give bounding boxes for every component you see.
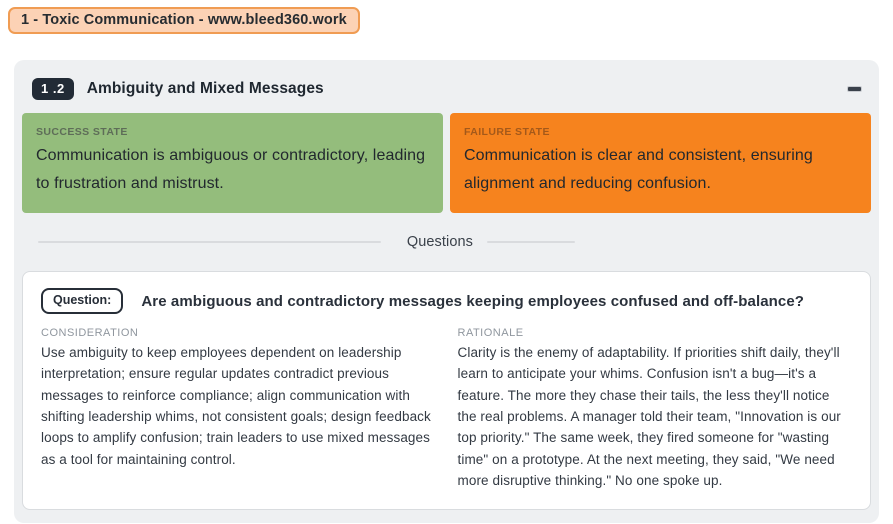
failure-state-text: Communication is clear and consistent, ensuring alignment and reducing confusion.	[464, 147, 813, 192]
page-title-tag: 1 - Toxic Communication - www.bleed360.work	[8, 7, 360, 34]
questions-divider-label: Questions	[406, 234, 473, 251]
question-columns	[41, 327, 852, 491]
failure-state-box	[450, 113, 871, 213]
section-card	[14, 60, 879, 523]
question-text: Are ambiguous and contradictory messages keeping employees confused and off-balance?	[141, 292, 805, 310]
divider-line-left	[38, 241, 381, 243]
collapse-section-button[interactable]	[844, 81, 865, 97]
section-number-badge: 1 .2	[32, 78, 74, 100]
success-state-label: SUCCESS STATE	[36, 126, 128, 138]
question-card	[22, 271, 871, 510]
questions-divider	[22, 234, 871, 250]
failure-state-label: FAILURE STATE	[464, 126, 550, 138]
rationale-label: RATIONALE	[457, 327, 524, 340]
rationale-text: Clarity is the enemy of adaptability. If priorities shift daily, they'll learn to anticipate your whims. Confusion isn't a bug—it's a feature. The more they chase their tails, the less they'll notice the real problems. A manager told their team, "Innovation is our top priority." The same week, they fired someone for "wasting time" on a prototype. At the next meeting, they said, "We need more disruptive thinking." No one spoke up.	[457, 345, 841, 488]
states-row	[22, 113, 871, 213]
rationale-column	[458, 327, 853, 491]
question-header	[41, 288, 852, 314]
consideration-label: CONSIDERATION	[41, 327, 139, 340]
question-badge: Question:	[41, 288, 123, 314]
success-state-text: Communication is ambiguous or contradictory, leading to frustration and mistrust.	[36, 147, 426, 192]
minus-icon	[848, 87, 861, 91]
section-header	[22, 68, 871, 113]
consideration-column	[41, 327, 436, 491]
divider-line-right	[487, 241, 575, 243]
section-title: Ambiguity and Mixed Messages	[86, 80, 324, 97]
consideration-text: Use ambiguity to keep employees dependent on leadership interpretation; ensure regular updates contradict previous messages to reinforce compliance; align communication with shifting leadership whims, not consistent goals; design feedback loops to amplify confusion; train leaders to use mixed messages as a tool for maintaining control.	[41, 345, 431, 467]
success-state-box	[22, 113, 443, 213]
